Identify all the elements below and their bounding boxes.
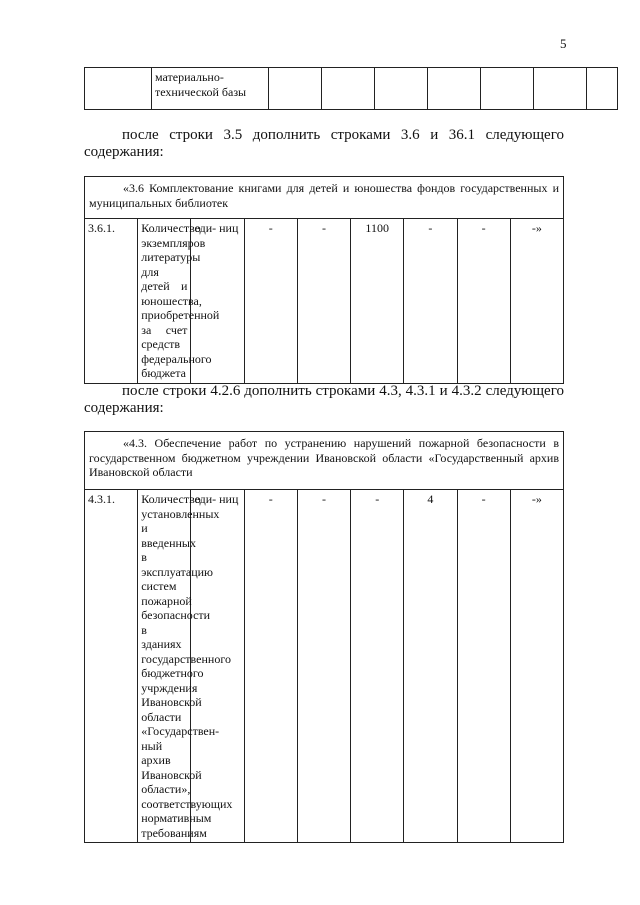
value-cell: [481, 68, 534, 110]
section-header-text: «4.3. Обеспечение работ по устранению нарушений пожарной безопасности в государственном бюджетном учреждении Ивановской области «Государственный архив Ивановской области: [89, 436, 559, 479]
value-cell: -: [244, 490, 297, 843]
value-cell: -: [297, 490, 350, 843]
value-cell: [587, 68, 618, 110]
value-cell: -: [457, 219, 510, 384]
table-section-3-6: [84, 176, 564, 384]
instruction-paragraph-1: [84, 127, 564, 161]
row-description-cell: Количество экземпляров литературы для детей и юношества, приобретенной за счет средств федерального бюджета: [138, 219, 191, 384]
value-cell: [534, 68, 587, 110]
row-description-cell: материально-технической базы: [152, 68, 269, 110]
row-number-cell: 3.6.1.: [85, 219, 138, 384]
row-description-cell: Количество установленных и введенных в эксплуатацию систем пожарной безопасности в зданиях государственного бюджетного учрждения Ивановской области «Государствен-ный архив Ивановской области», соответствующих нормативным требованиям: [138, 490, 191, 843]
value-cell: -: [457, 490, 510, 843]
row-number-cell: 4.3.1.: [85, 490, 138, 843]
instruction-text: после строки 4.2.6 дополнить строками 4.3, 4.3.1 и 4.3.2 следующего содержания:: [84, 383, 564, 416]
page-number: 5: [560, 36, 567, 51]
value-cell: -: [404, 219, 457, 384]
value-cell: -»: [510, 490, 563, 843]
table-header-row: [85, 432, 564, 490]
unit-cell: еди- ниц: [191, 490, 244, 843]
value-cell: 4: [404, 490, 457, 843]
instruction-text: после строки 3.5 дополнить строками 3.6 и 36.1 следующего содержания:: [84, 127, 564, 160]
value-cell: 1100: [351, 219, 404, 384]
instruction-paragraph-2: [84, 383, 564, 417]
unit-cell: [269, 68, 322, 110]
unit-cell: еди- ниц: [191, 219, 244, 384]
section-header-text: «3.6 Комплектование книгами для детей и юношества фондов государственных и муниципальных библиотек: [89, 181, 559, 210]
value-cell: [322, 68, 375, 110]
table-continuation: [84, 67, 618, 110]
value-cell: -: [351, 490, 404, 843]
table-header-row: [85, 177, 564, 219]
table-section-4-3: [84, 431, 564, 843]
row-number-cell: [85, 68, 152, 110]
value-cell: [428, 68, 481, 110]
value-cell: [375, 68, 428, 110]
section-header: [85, 177, 564, 219]
value-cell: -»: [510, 219, 563, 384]
table-row: [85, 219, 564, 384]
value-cell: -: [297, 219, 350, 384]
table-row: [85, 490, 564, 843]
section-header: [85, 432, 564, 490]
table-row: [85, 68, 618, 110]
value-cell: -: [244, 219, 297, 384]
